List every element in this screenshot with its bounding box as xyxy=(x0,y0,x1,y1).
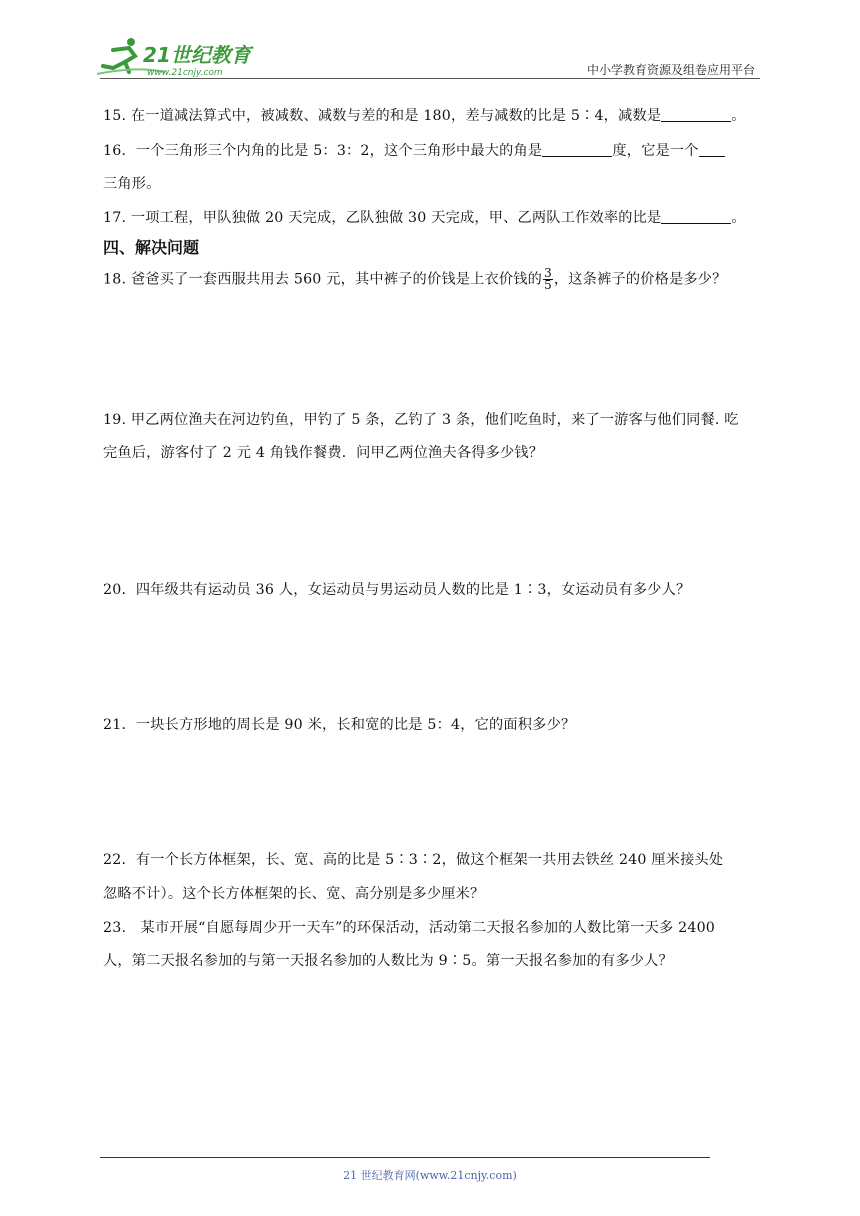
question-21: 21．一块长方形地的周长是 90 米，长和宽的比是 5：4，它的面积多少？ xyxy=(103,717,576,733)
answer-blank xyxy=(699,142,725,157)
question-23-line2: 人，第二天报名参加的与第一天报名参加的人数比为 9∶5。第一天报名参加的有多少人？ xyxy=(103,953,673,969)
section-heading: 四、解决问题 xyxy=(103,238,200,257)
question-15: 15. 在一道减法算式中，被减数、减数与差的和是 180，差与减数的比是 5∶4，减数是 。 xyxy=(103,108,746,124)
header-divider xyxy=(100,78,760,79)
answer-blank xyxy=(661,107,731,122)
question-22-line2: 忽略不计）。这个长方体框架的长、宽、高分别是多少厘米？ xyxy=(103,886,485,902)
question-19-line2: 完鱼后，游客付了 2 元 4 角钱作餐费．问甲乙两位渔夫各得多少钱？ xyxy=(103,445,544,461)
question-18: 18. 爸爸买了一套西服共用去 560 元，其中裤子的价钱是上衣价钱的 $\frac{3}{5}$ ，这条裤子的价格是多少？ xyxy=(103,266,727,292)
question-15-text: 15. 在一道减法算式中，被减数、减数与差的和是 180，差与减数的比是 5∶4，减数是 xyxy=(103,108,662,124)
logo-url: www.21cnjy.com xyxy=(147,68,223,78)
fraction: $\frac{3}{5}$ xyxy=(544,266,552,292)
question-16-line2: 三角形。 xyxy=(103,176,161,192)
footer-link[interactable]: 21 世纪教育网(www.21cnjy.com) xyxy=(343,1169,517,1182)
question-22: 22．有一个长方体框架，长、宽、高的比是 5∶3∶2，做这个框架一共用去铁丝 240 厘米接头处 xyxy=(103,852,724,868)
question-23: 23. 某市开展“自愿每周少开一天车”的环保活动，活动第二天报名参加的人数比第一天多 2400 xyxy=(103,920,716,936)
question-20: 20．四年级共有运动员 36 人，女运动员与男运动员人数的比是 1∶3，女运动员有多少人？ xyxy=(103,582,691,598)
question-19: 19. 甲乙两位渔夫在河边钓鱼，甲钓了 5 条，乙钓了 3 条，他们吃鱼时，来了一游客与他们同餐. 吃 xyxy=(103,412,739,428)
logo-text: 21世纪教育 xyxy=(143,43,251,67)
platform-name: 中小学教育资源及组卷应用平台 xyxy=(586,63,755,77)
footer-divider xyxy=(100,1157,710,1158)
question-16: 16．一个三角形三个内角的比是 5：3：2，这个三角形中最大的角是 度，它是一个 xyxy=(103,141,725,161)
answer-blank xyxy=(661,209,731,224)
site-logo xyxy=(95,36,265,78)
answer-blank xyxy=(542,142,612,157)
question-17: 17. 一项工程，甲队独做 20 天完成，乙队独做 30 天完成，甲、乙两队工作效率的比是 。 xyxy=(103,210,746,226)
